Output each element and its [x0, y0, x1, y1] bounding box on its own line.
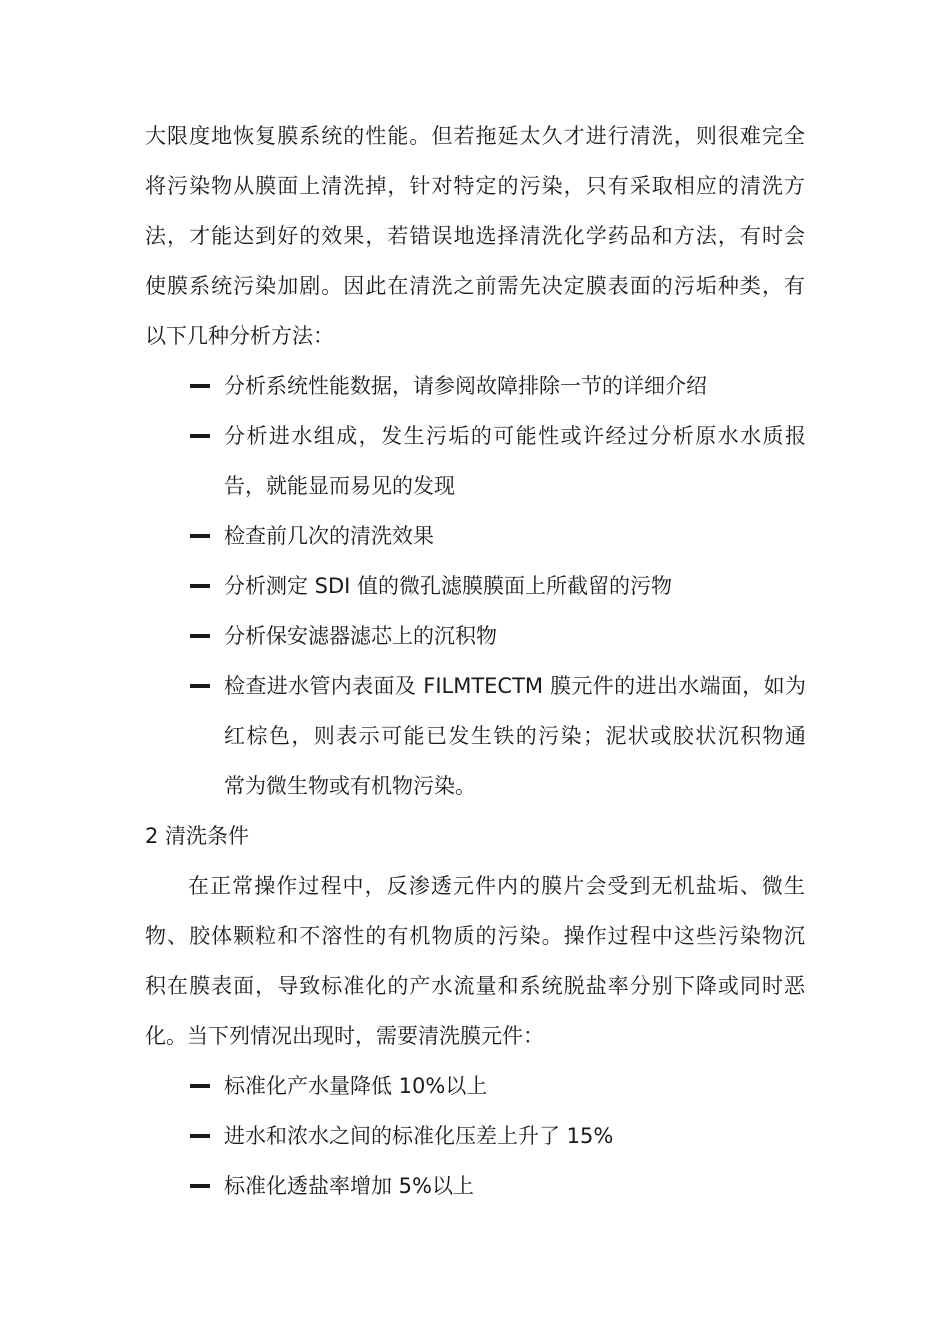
list-item-text: 分析系统性能数据，请参阅故障排除一节的详细介绍: [224, 374, 707, 398]
list-item-text: 检查进水管内表面及 FILMTECTM 膜元件的进出水端面，如为: [224, 674, 806, 698]
dash-bullet-icon: [190, 534, 210, 538]
dash-bullet-icon: [190, 584, 210, 588]
dash-bullet-icon: [190, 684, 210, 688]
list-item-text: 分析测定 SDI 值的微孔滤膜膜面上所截留的污物: [224, 574, 673, 598]
section-heading: 2 清洗条件: [145, 824, 250, 848]
list-item-text: 红棕色，则表示可能已发生铁的污染；泥状或胶状沉积物通: [224, 724, 806, 748]
list-item-text: 分析保安滤器滤芯上的沉积物: [224, 624, 497, 648]
list-item-text: 告，就能显而易见的发现: [224, 474, 455, 498]
list-item-text: 进水和浓水之间的标准化压差上升了 15%: [224, 1124, 614, 1148]
dash-bullet-icon: [190, 1184, 210, 1188]
text-line: 使膜系统污染加剧。因此在清洗之前需先决定膜表面的污垢种类，有: [145, 274, 805, 298]
text-line: 将污染物从膜面上清洗掉，针对特定的污染，只有采取相应的清洗方: [145, 174, 805, 198]
text-line: 化。当下列情况出现时，需要清洗膜元件：: [145, 1024, 544, 1048]
text-line: 大限度地恢复膜系统的性能。但若拖延太久才进行清洗，则很难完全: [145, 124, 805, 148]
dash-bullet-icon: [190, 1084, 210, 1088]
text-line: 以下几种分析方法：: [145, 324, 334, 348]
text-line: 法，才能达到好的效果，若错误地选择清洗化学药品和方法，有时会: [145, 224, 805, 248]
list-item-text: 检查前几次的清洗效果: [224, 524, 434, 548]
dash-bullet-icon: [190, 434, 210, 438]
text-line: 积在膜表面，导致标准化的产水流量和系统脱盐率分别下降或同时恶: [145, 974, 805, 998]
dash-bullet-icon: [190, 634, 210, 638]
list-item-text: 标准化产水量降低 10%以上: [224, 1074, 488, 1098]
text-line: 在正常操作过程中，反渗透元件内的膜片会受到无机盐垢、微生: [188, 874, 805, 898]
dash-bullet-icon: [190, 1134, 210, 1138]
text-line: 物、胶体颗粒和不溶性的有机物质的污染。操作过程中这些污染物沉: [145, 924, 805, 948]
list-item-text: 分析进水组成，发生污垢的可能性或许经过分析原水水质报: [224, 424, 806, 448]
list-item-text: 常为微生物或有机物污染。: [224, 774, 476, 798]
list-item-text: 标准化透盐率增加 5%以上: [224, 1174, 474, 1198]
dash-bullet-icon: [190, 384, 210, 388]
